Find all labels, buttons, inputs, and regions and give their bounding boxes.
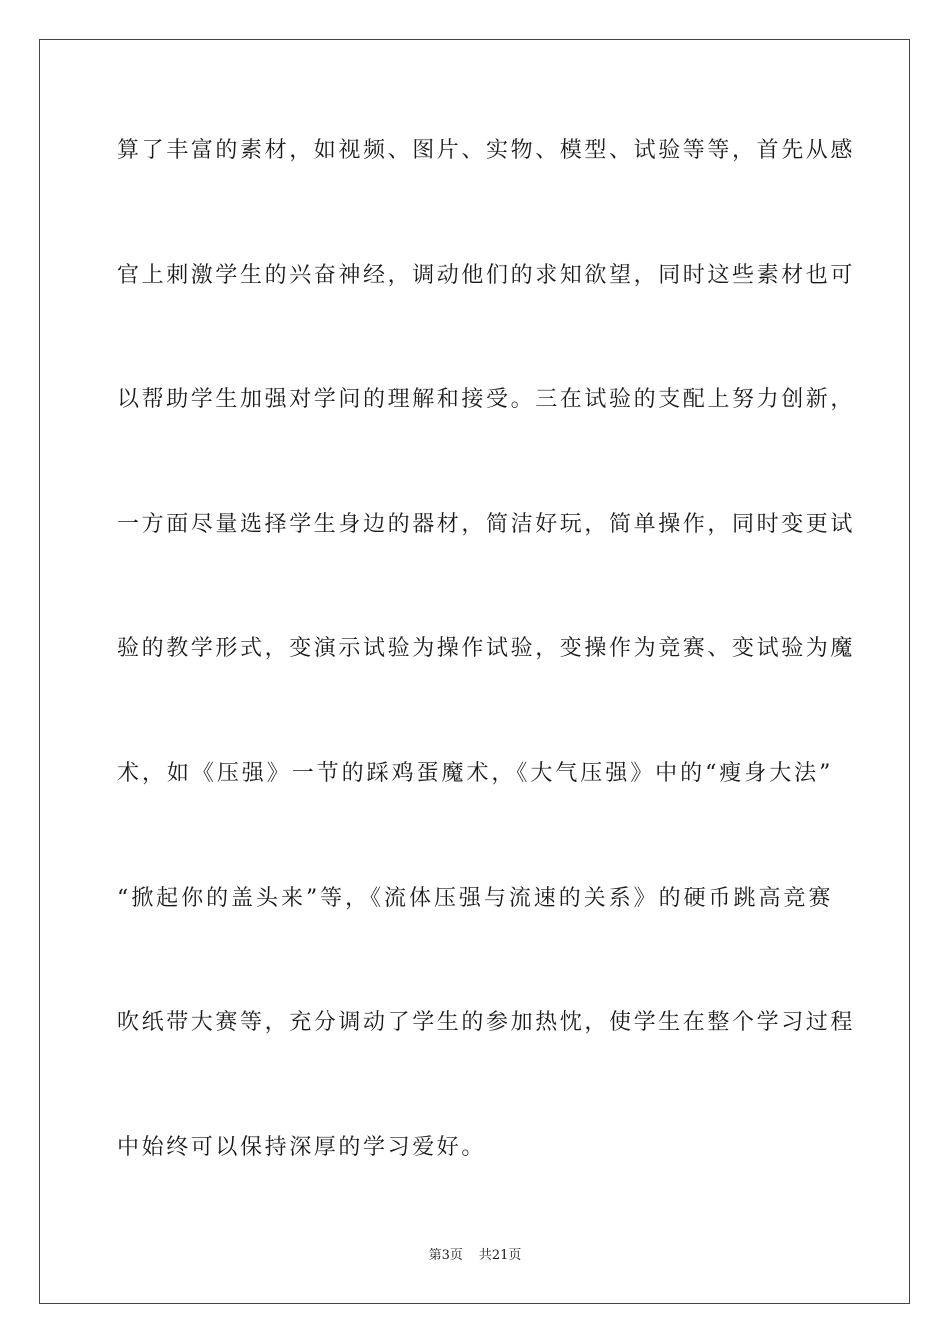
text-line: 术，如《压强》一节的踩鸡蛋魔术，《大气压强》中的“瘦身大法” xyxy=(117,760,833,786)
text-line: 一方面尽量选择学生身边的器材，简洁好玩，简单操作，同时变更试 xyxy=(117,511,856,537)
text-line: 以帮助学生加强对学问的理解和接受。三在试验的支配上努力创新， xyxy=(117,387,856,413)
text-line: 中始终可以保持深厚的学习爱好。 xyxy=(117,1134,487,1160)
page-footer xyxy=(0,1246,950,1266)
text-line: “掀起你的盖头来”等，《流体压强与流速的关系》的硬币跳高竞赛 xyxy=(117,885,833,911)
text-line: 官上刺激学生的兴奋神经，调动他们的求知欲望，同时这些素材也可 xyxy=(117,262,856,288)
body-text xyxy=(117,120,856,1241)
page-number: 第3页 xyxy=(428,1248,463,1263)
text-line: 验的教学形式，变演示试验为操作试验，变操作为竞赛、变试验为魔 xyxy=(117,636,856,662)
page-total: 共21页 xyxy=(478,1248,522,1263)
text-line: 算了丰富的素材，如视频、图片、实物、模型、试验等等，首先从感 xyxy=(117,138,856,163)
text-line: 吹纸带大赛等，充分调动了学生的参加热忱，使学生在整个学习过程 xyxy=(117,1010,856,1036)
